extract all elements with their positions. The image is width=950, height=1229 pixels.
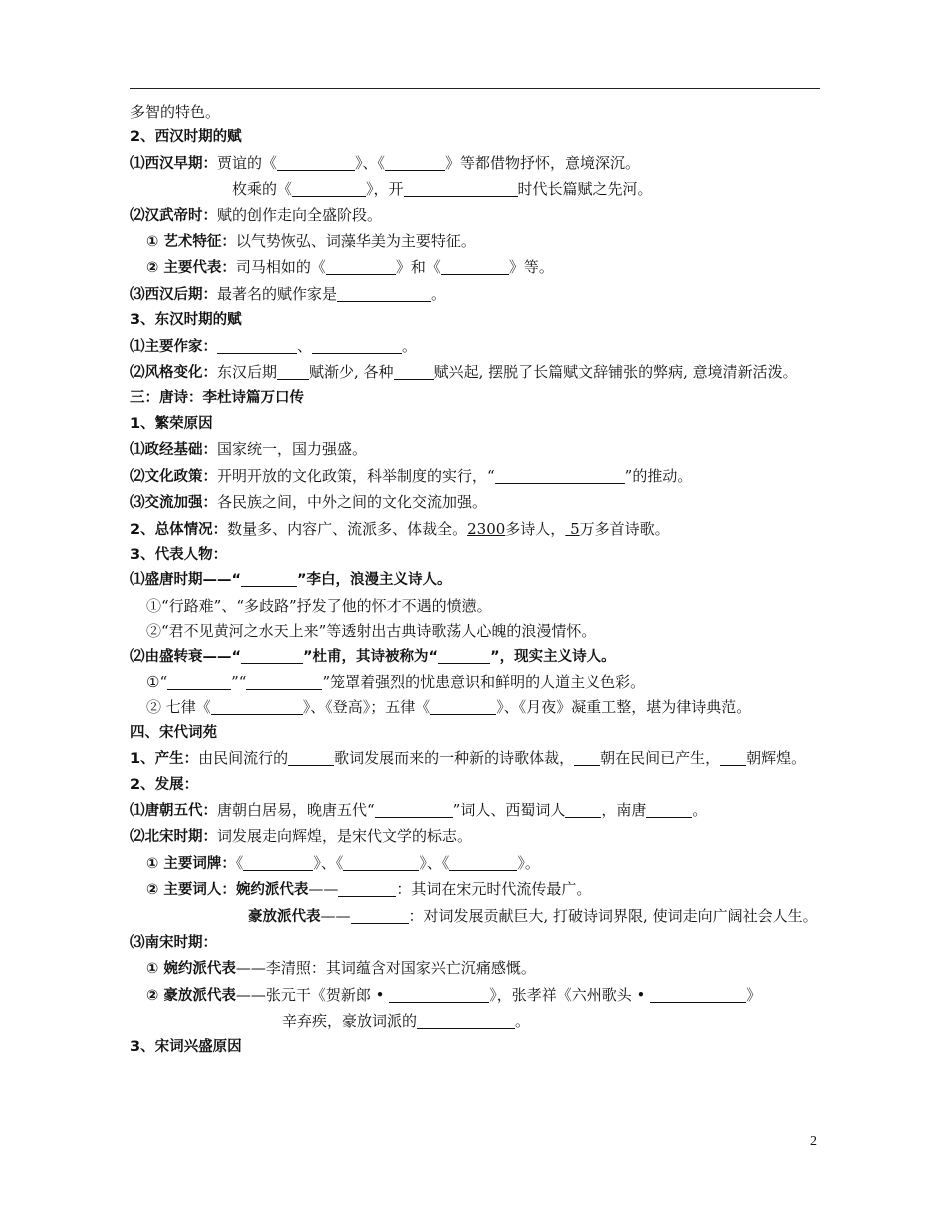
line-text: 最著名的赋作家是 <box>217 284 338 303</box>
section-heading <box>130 543 822 568</box>
answer-blank[interactable] <box>277 363 309 380</box>
fill-in-line <box>130 464 822 490</box>
answer-blank[interactable] <box>246 673 322 690</box>
line-text: ”的推动。 <box>624 466 693 485</box>
line-text: 《 <box>235 853 244 872</box>
fill-in-line <box>130 983 822 1009</box>
text-line <box>130 956 822 982</box>
document-body <box>130 100 822 1060</box>
line-label: ① 艺术特征： <box>146 234 236 251</box>
line-text: 歌词发展而来的一种新的诗歌体裁， <box>334 749 575 768</box>
line-label: ⑴盛唐时期——“ <box>130 572 242 589</box>
line-label: ⑵风格变化： <box>130 365 217 382</box>
answer-blank[interactable] <box>211 698 303 715</box>
line-text: 2、发展： <box>130 776 199 793</box>
answer-blank[interactable] <box>574 749 600 766</box>
line-text: —— <box>308 880 339 899</box>
line-text: ”，现实主义诗人。 <box>490 648 616 665</box>
answer-blank[interactable] <box>404 180 518 197</box>
line-text: ”笼罩着强烈的忧患意识和鲜明的人道主义色彩。 <box>322 672 646 691</box>
section-heading <box>130 721 822 746</box>
fill-in-line <box>130 151 822 177</box>
line-text: ：其词在宋元时代流传最广。 <box>396 880 592 899</box>
line-text: 》、《 <box>313 853 344 872</box>
line-text: 》等。 <box>508 258 554 277</box>
answer-blank[interactable] <box>343 854 419 871</box>
line-text: 东汉后期 <box>217 363 278 382</box>
line-label: ⑶交流加强： <box>130 495 217 512</box>
answer-blank[interactable] <box>338 880 396 897</box>
line-text: 开明开放的文化政策，科举制度的实行，“ <box>217 466 495 485</box>
line-text: ”“ <box>231 672 247 691</box>
line-label: ② 主要代表： <box>146 260 236 277</box>
line-label: ⑶南宋时期： <box>130 935 217 951</box>
text-line <box>130 229 822 255</box>
line-label: ⑴政经基础： <box>130 442 217 459</box>
line-text: —— <box>320 906 351 925</box>
fill-in-line <box>130 877 822 903</box>
line-text: 》，张孝祥《六州歌头 • <box>489 985 651 1004</box>
answer-blank[interactable] <box>288 749 334 766</box>
line-text: 词发展走向辉煌，是宋代文学的标志。 <box>217 827 473 846</box>
section-heading <box>130 1035 822 1060</box>
answer-blank[interactable] <box>417 1012 515 1029</box>
line-text: ”李白，浪漫主义诗人。 <box>297 572 452 589</box>
line-text: 万多首诗歌。 <box>579 519 670 538</box>
text-line <box>130 619 822 644</box>
line-label: ② 主要词人：婉约派代表 <box>146 882 309 899</box>
answer-blank[interactable] <box>438 647 490 664</box>
line-text: ”词人、西蜀词人 <box>452 800 566 819</box>
line-label: ⑵汉武帝时： <box>130 207 217 224</box>
answer-blank[interactable] <box>337 285 431 302</box>
line-text: 》、《 <box>355 153 386 172</box>
answer-blank[interactable] <box>277 154 355 171</box>
line-text: 时代长篇赋之先河。 <box>517 180 653 199</box>
answer-blank[interactable] <box>565 801 601 818</box>
line-text: 。 <box>402 336 418 355</box>
line-text: 朝在民间已产生， <box>600 749 721 768</box>
line-label: ① 主要词牌： <box>146 855 236 872</box>
line-text: ：对词发展贡献巨大, 打破诗词界限, 使词走向广阔社会人生。 <box>408 906 818 925</box>
line-text: 赋渐少, 各种 <box>309 363 394 382</box>
fill-in-line <box>130 798 822 824</box>
line-text: 枚乘的《 <box>232 180 293 199</box>
answer-blank[interactable] <box>385 154 445 171</box>
text-line <box>130 437 822 463</box>
line-text: 》、《登高》；五律《 <box>302 698 431 717</box>
page-number: 2 <box>810 1134 817 1149</box>
fill-in-line <box>130 177 822 202</box>
line-text: 。 <box>692 800 708 819</box>
underlined-number: 2300 <box>467 519 506 538</box>
line-label: ⑴唐朝五代： <box>130 802 217 819</box>
line-text: 》，开 <box>366 180 404 199</box>
text-line <box>130 930 822 956</box>
answer-blank[interactable] <box>375 801 453 818</box>
line-text: 数量多、内容广、流派多、体裁全。 <box>227 519 468 538</box>
fill-in-line <box>130 746 822 772</box>
answer-blank[interactable] <box>441 258 509 275</box>
line-text: 3、东汉时期的赋 <box>130 312 242 329</box>
answer-blank[interactable] <box>430 698 496 715</box>
line-text: 各民族之间，中外之间的文化交流加强。 <box>217 493 488 512</box>
answer-blank[interactable] <box>312 337 402 354</box>
line-label: ⑴主要作家： <box>130 338 217 355</box>
fill-in-line <box>130 1009 822 1034</box>
line-text: ”杜甫，其诗被称为“ <box>303 648 439 665</box>
line-label: ⑴西汉早期： <box>130 155 217 172</box>
line-text: 多诗人， <box>505 519 566 538</box>
answer-blank[interactable] <box>720 749 746 766</box>
line-text: 国家统一，国力强盛。 <box>217 440 368 459</box>
answer-blank[interactable] <box>217 337 297 354</box>
line-text: 》、《月夜》凝重工整，堪为律诗典范。 <box>496 698 752 717</box>
line-text: ②“君不见黄河之水天上来”等透射出古典诗歌荡人心魄的浪漫情怀。 <box>146 622 597 641</box>
line-label: ⑵北宋时期： <box>130 829 217 846</box>
line-text: 》。 <box>517 853 540 872</box>
line-label: 2、总体情况： <box>130 521 228 538</box>
answer-blank[interactable] <box>449 854 517 871</box>
text-line <box>130 203 822 229</box>
line-text: 辛弃疾，豪放词派的 <box>282 1012 418 1031</box>
header-rule <box>130 88 820 89</box>
section-heading <box>130 412 822 437</box>
answer-blank[interactable] <box>326 258 396 275</box>
section-heading <box>130 773 822 798</box>
line-text: 以气势恢弘、词藻华美为主要特征。 <box>235 232 476 251</box>
fill-in-line <box>130 568 822 593</box>
fill-in-line <box>130 670 822 695</box>
line-text: 赋兴起, 摆脱了长篇赋文辞铺张的弊病, 意境清新活泼。 <box>433 363 798 382</box>
answer-blank[interactable] <box>241 647 303 664</box>
section-heading <box>130 125 822 150</box>
answer-blank[interactable] <box>292 180 366 197</box>
line-text: 》和《 <box>395 258 441 277</box>
text-line <box>130 824 822 850</box>
line-text: 3、宋词兴盛原因 <box>130 1038 242 1055</box>
line-text: 由民间流行的 <box>198 749 289 768</box>
section-heading <box>130 386 822 411</box>
answer-blank[interactable] <box>351 907 409 924</box>
line-text: 朝辉煌。 <box>746 749 807 768</box>
line-text: 三：唐诗：李杜诗篇万口传 <box>130 390 304 407</box>
fill-in-line <box>130 334 822 360</box>
text-line <box>130 490 822 516</box>
answer-blank[interactable] <box>394 363 434 380</box>
fill-in-line <box>130 645 822 670</box>
fill-in-line <box>130 695 822 720</box>
line-text: 》、《 <box>419 853 450 872</box>
line-text: 司马相如的《 <box>235 258 326 277</box>
line-text: 》等都借物抒怀，意境深沉。 <box>445 153 641 172</box>
answer-blank[interactable] <box>241 570 297 587</box>
line-text: 。 <box>515 1012 531 1031</box>
line-label: ⑵由盛转衰——“ <box>130 648 242 665</box>
answer-blank[interactable] <box>646 801 692 818</box>
fill-in-line <box>130 904 822 930</box>
line-text: 、 <box>297 336 313 355</box>
line-label: ⑵文化政策： <box>130 468 217 485</box>
line-label: ② 豪放派代表 <box>146 987 236 1004</box>
line-text: ①“行路难”、“多歧路”抒发了他的怀才不遇的愤懑。 <box>146 596 492 615</box>
stats-line <box>130 517 822 543</box>
line-text: 四、宋代词苑 <box>130 724 217 741</box>
fill-in-line <box>130 255 822 281</box>
answer-blank[interactable] <box>243 854 313 871</box>
line-text: 2、西汉时期的赋 <box>130 129 242 146</box>
line-text: ①“ <box>146 672 168 691</box>
line-text: 3、代表人物： <box>130 546 228 563</box>
answer-blank[interactable] <box>495 467 625 484</box>
fill-in-line <box>130 360 822 386</box>
fill-in-line <box>130 282 822 308</box>
line-text: 》 <box>746 985 762 1004</box>
line-label: 1、产生： <box>130 751 199 768</box>
line-text: ——张元干《贺新郎 • <box>235 985 390 1004</box>
line-label: ⑶西汉后期： <box>130 286 217 303</box>
text-line <box>130 100 822 125</box>
line-label: ① 婉约派代表 <box>146 961 236 978</box>
line-text: 贾谊的《 <box>217 153 278 172</box>
line-text: ② 七律《 <box>146 698 211 717</box>
line-text: 唐朝白居易，晚唐五代“ <box>217 800 375 819</box>
fill-in-line <box>130 851 822 877</box>
answer-blank[interactable] <box>167 673 231 690</box>
answer-blank[interactable] <box>650 986 746 1003</box>
section-heading <box>130 308 822 333</box>
underlined-number: 5 <box>565 519 580 538</box>
text-line <box>130 594 822 619</box>
answer-blank[interactable] <box>389 986 489 1003</box>
line-text: 1、繁荣原因 <box>130 415 213 432</box>
line-text: ——李清照：其词蕴含对国家兴亡沉痛感慨。 <box>235 959 536 978</box>
line-text: 。 <box>431 284 447 303</box>
line-label: 豪放派代表 <box>248 908 321 925</box>
line-text: 赋的创作走向全盛阶段。 <box>217 205 383 224</box>
line-text: ，南唐 <box>601 800 647 819</box>
line-text: 多智的特色。 <box>130 103 221 121</box>
